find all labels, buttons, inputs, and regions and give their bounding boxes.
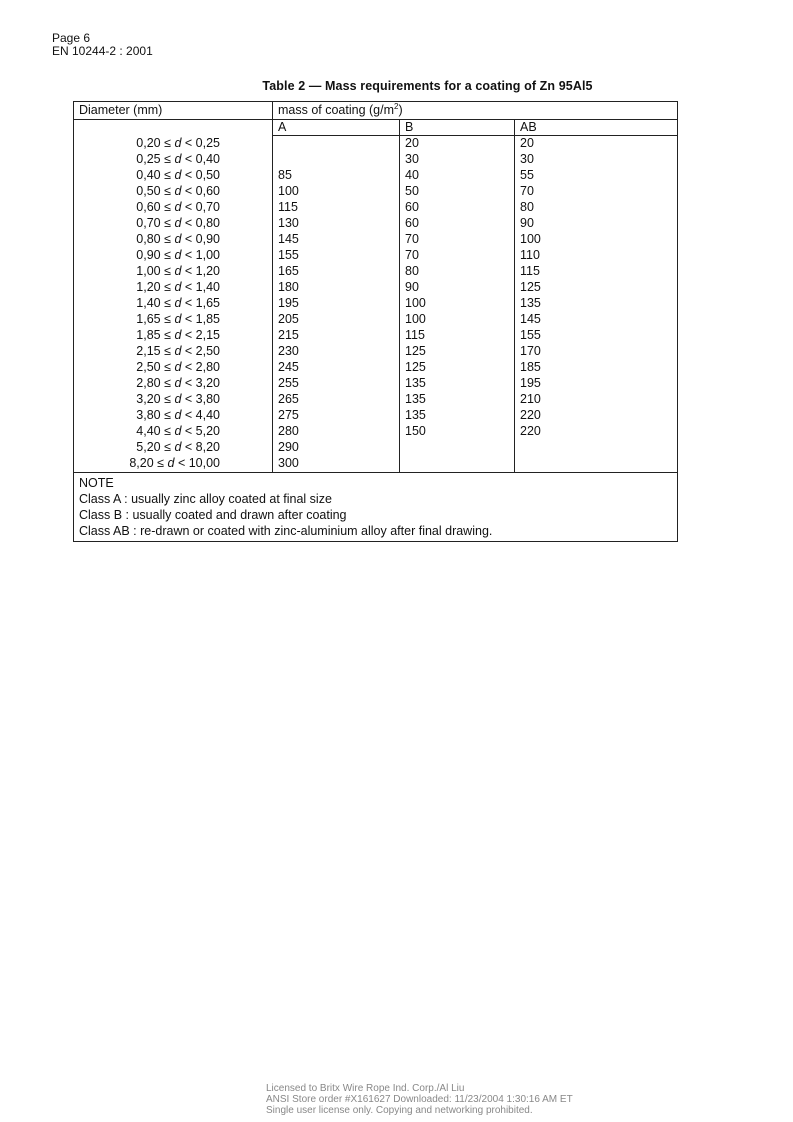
range-op: ≤ [160,296,175,310]
range-low: 0,80 [136,232,161,246]
range-op: ≤ [160,392,175,406]
class-ab-value: 145 [515,312,678,328]
class-a-value [273,152,400,168]
class-b-value: 100 [400,312,515,328]
table-row [74,152,678,168]
range-low: 0,50 [136,184,161,198]
range-lt: < [181,440,196,454]
class-ab-value: 220 [515,408,678,424]
class-ab-value: 55 [515,168,678,184]
range-lt: < [181,344,196,358]
table-row [74,392,678,408]
range-var: d [174,152,182,166]
range-op: ≤ [160,408,175,422]
diameter-header-blank [74,120,273,136]
range-op: ≤ [160,344,175,358]
range-op: ≤ [160,424,175,438]
range-var: d [174,440,182,454]
range-lt: < [181,135,196,150]
range-lt: < [181,216,196,230]
range-high: 2,50 [195,344,220,358]
class-ab-value [515,440,678,456]
table-row [74,376,678,392]
page-header [52,32,153,58]
class-a-value: 100 [273,184,400,200]
table-row [74,424,678,440]
range-high: 1,20 [195,264,220,278]
range-var: d [174,280,182,294]
range-lt: < [181,200,196,214]
range-high: 0,70 [195,200,220,214]
range-low: 5,20 [136,440,161,454]
range-high: 3,20 [195,376,220,390]
class-a-value: 280 [273,424,400,440]
range-var: d [174,392,182,406]
range-high: 2,15 [195,328,220,342]
range-low: 1,65 [136,312,161,326]
table-row [74,408,678,424]
license-line-3: Single user license only. Copying and networking prohibited. [266,1105,533,1116]
class-a-value: 115 [273,200,400,216]
range-high: 0,50 [195,168,220,182]
range-var: d [174,376,182,390]
table-row [74,296,678,312]
range-high: 10,00 [188,456,220,470]
range-op: ≤ [160,376,175,390]
range-low: 3,20 [136,392,161,406]
table-row [74,248,678,264]
range-high: 0,90 [195,232,220,246]
license-line-1: Licensed to Britx Wire Rope Ind. Corp./Al Liu [266,1083,465,1094]
table-row [74,328,678,344]
note-row [74,473,678,542]
class-b-value: 135 [400,392,515,408]
class-ab-value [515,456,678,473]
range-high: 5,20 [195,424,220,438]
diameter-range [74,136,273,153]
class-a-header: A [273,120,400,136]
range-var: d [174,168,182,182]
class-ab-value: 185 [515,360,678,376]
diameter-range [74,424,273,440]
table-row [74,136,678,153]
class-ab-value: 220 [515,424,678,440]
range-op: ≤ [160,360,175,374]
range-op: ≤ [160,440,175,454]
range-lt: < [181,280,196,294]
mass-header [273,102,678,120]
range-lt: < [181,424,196,438]
class-b-value: 80 [400,264,515,280]
range-var: d [174,248,182,262]
range-var: d [174,360,182,374]
table-row [74,280,678,296]
standard-id: EN 10244-2 : 2001 [52,44,153,58]
class-b-value: 125 [400,344,515,360]
range-op: ≤ [160,200,175,214]
class-ab-value: 90 [515,216,678,232]
table-header-row [74,102,678,120]
class-ab-value: 80 [515,200,678,216]
range-var: d [174,264,182,278]
range-low: 0,60 [136,200,161,214]
class-a-value: 85 [273,168,400,184]
class-b-value: 90 [400,280,515,296]
class-ab-value: 135 [515,296,678,312]
class-b-value: 30 [400,152,515,168]
diameter-range [74,280,273,296]
range-lt: < [181,376,196,390]
table-row [74,312,678,328]
range-var: d [174,328,182,342]
range-low: 1,40 [136,296,161,310]
class-b-value: 70 [400,232,515,248]
diameter-range [74,216,273,232]
class-b-value: 60 [400,200,515,216]
range-op: ≤ [153,456,168,470]
diameter-range [74,408,273,424]
range-var: d [174,312,182,326]
range-var: d [174,216,182,230]
class-b-value [400,456,515,473]
class-a-value: 245 [273,360,400,376]
range-high: 1,40 [195,280,220,294]
note-cell [74,473,678,542]
table-title [0,79,793,93]
diameter-range [74,200,273,216]
range-high: 4,40 [195,408,220,422]
range-op: ≤ [160,135,175,150]
range-var: d [174,232,182,246]
class-b-value: 60 [400,216,515,232]
class-ab-value: 125 [515,280,678,296]
mass-header-close: ) [398,103,403,117]
range-var: d [167,456,175,470]
diameter-range [74,456,273,473]
class-ab-value: 100 [515,232,678,248]
range-high: 2,80 [195,360,220,374]
note-line-class-ab: Class AB : re-drawn or coated with zinc-aluminium alloy after final drawing. [79,524,493,538]
range-low: 0,90 [136,248,161,262]
range-op: ≤ [160,248,175,262]
class-a-value [273,136,400,153]
class-ab-value: 155 [515,328,678,344]
range-op: ≤ [160,216,175,230]
note-heading: NOTE [79,476,114,490]
class-ab-value: 195 [515,376,678,392]
range-lt: < [181,264,196,278]
table-row [74,232,678,248]
class-a-value: 275 [273,408,400,424]
table-row [74,456,678,473]
range-lt: < [181,248,196,262]
class-ab-value: 70 [515,184,678,200]
range-low: 2,50 [136,360,161,374]
note-line-class-b: Class B : usually coated and drawn after coating [79,508,347,522]
range-op: ≤ [160,168,175,182]
range-low: 2,15 [136,344,161,358]
class-a-value: 130 [273,216,400,232]
range-low: 0,40 [136,168,161,182]
class-ab-value: 115 [515,264,678,280]
range-op: ≤ [160,280,175,294]
range-low: 8,20 [129,456,154,470]
range-var: d [174,424,182,438]
range-lt: < [181,168,196,182]
class-b-value: 40 [400,168,515,184]
license-footer [266,1083,573,1116]
class-a-value: 145 [273,232,400,248]
diameter-range [74,392,273,408]
range-var: d [174,344,182,358]
diameter-range [74,264,273,280]
range-low: 0,20 [136,135,161,150]
class-ab-value: 30 [515,152,678,168]
range-var: d [174,200,182,214]
class-b-value: 135 [400,376,515,392]
table-row [74,440,678,456]
range-lt: < [181,392,196,406]
table-row [74,200,678,216]
range-lt: < [181,296,196,310]
range-low: 1,20 [136,280,161,294]
class-ab-header: AB [515,120,678,136]
table-row [74,264,678,280]
range-var: d [174,296,182,310]
range-lt: < [181,152,196,166]
diameter-range [74,152,273,168]
range-var: d [174,408,182,422]
range-op: ≤ [160,184,175,198]
table-row [74,216,678,232]
range-op: ≤ [160,328,175,342]
table-row [74,360,678,376]
range-high: 8,20 [195,440,220,454]
class-a-value: 155 [273,248,400,264]
class-a-value: 195 [273,296,400,312]
class-a-value: 215 [273,328,400,344]
range-lt: < [181,232,196,246]
diameter-range [74,168,273,184]
range-low: 3,80 [136,408,161,422]
mass-header-text: mass of coating (g/m [278,103,395,117]
range-low: 1,00 [136,264,161,278]
class-b-header: B [400,120,515,136]
class-b-value: 100 [400,296,515,312]
class-a-value: 180 [273,280,400,296]
class-b-value: 115 [400,328,515,344]
page-number: Page 6 [52,31,91,45]
range-var: d [174,135,182,150]
table-row [74,344,678,360]
range-op: ≤ [160,232,175,246]
class-header-row [74,120,678,136]
range-lt: < [181,328,196,342]
diameter-range [74,440,273,456]
diameter-range [74,344,273,360]
range-lt: < [174,456,189,470]
range-high: 0,25 [195,135,220,150]
range-high: 1,85 [195,312,220,326]
diameter-range [74,312,273,328]
table-row [74,184,678,200]
class-b-value: 50 [400,184,515,200]
range-low: 2,80 [136,376,161,390]
class-b-value: 150 [400,424,515,440]
class-a-value: 265 [273,392,400,408]
range-low: 0,70 [136,216,161,230]
range-high: 0,80 [195,216,220,230]
range-op: ≤ [160,152,175,166]
range-op: ≤ [160,264,175,278]
license-line-2: ANSI Store order #X161627 Downloaded: 11/23/2004 1:30:16 AM ET [266,1094,573,1105]
table-body [74,136,678,473]
range-low: 0,25 [136,152,161,166]
diameter-range [74,328,273,344]
class-ab-value: 170 [515,344,678,360]
note-line-class-a: Class A : usually zinc alloy coated at final size [79,492,332,506]
class-ab-value: 210 [515,392,678,408]
class-a-value: 300 [273,456,400,473]
range-low: 1,85 [136,328,161,342]
class-b-value: 125 [400,360,515,376]
mass-requirements-table [73,101,678,542]
range-high: 0,60 [195,184,220,198]
class-a-value: 255 [273,376,400,392]
class-a-value: 290 [273,440,400,456]
range-var: d [174,184,182,198]
table-title-text: Table 2 — Mass requirements for a coating of Zn 95Al5 [262,79,593,93]
diameter-range [74,184,273,200]
diameter-header: Diameter (mm) [74,102,273,120]
range-high: 1,00 [195,248,220,262]
class-ab-value: 20 [515,136,678,153]
range-lt: < [181,408,196,422]
class-b-value [400,440,515,456]
mass-header-sup: 2 [394,101,399,111]
diameter-range [74,360,273,376]
range-lt: < [181,360,196,374]
class-b-value: 20 [400,136,515,153]
class-a-value: 230 [273,344,400,360]
range-lt: < [181,312,196,326]
class-b-value: 70 [400,248,515,264]
range-low: 4,40 [136,424,161,438]
class-a-value: 165 [273,264,400,280]
range-high: 1,65 [195,296,220,310]
range-high: 0,40 [195,152,220,166]
range-lt: < [181,184,196,198]
range-high: 3,80 [195,392,220,406]
diameter-range [74,248,273,264]
diameter-range [74,232,273,248]
class-b-value: 135 [400,408,515,424]
class-a-value: 205 [273,312,400,328]
table-row [74,168,678,184]
diameter-range [74,296,273,312]
range-op: ≤ [160,312,175,326]
diameter-range [74,376,273,392]
class-ab-value: 110 [515,248,678,264]
